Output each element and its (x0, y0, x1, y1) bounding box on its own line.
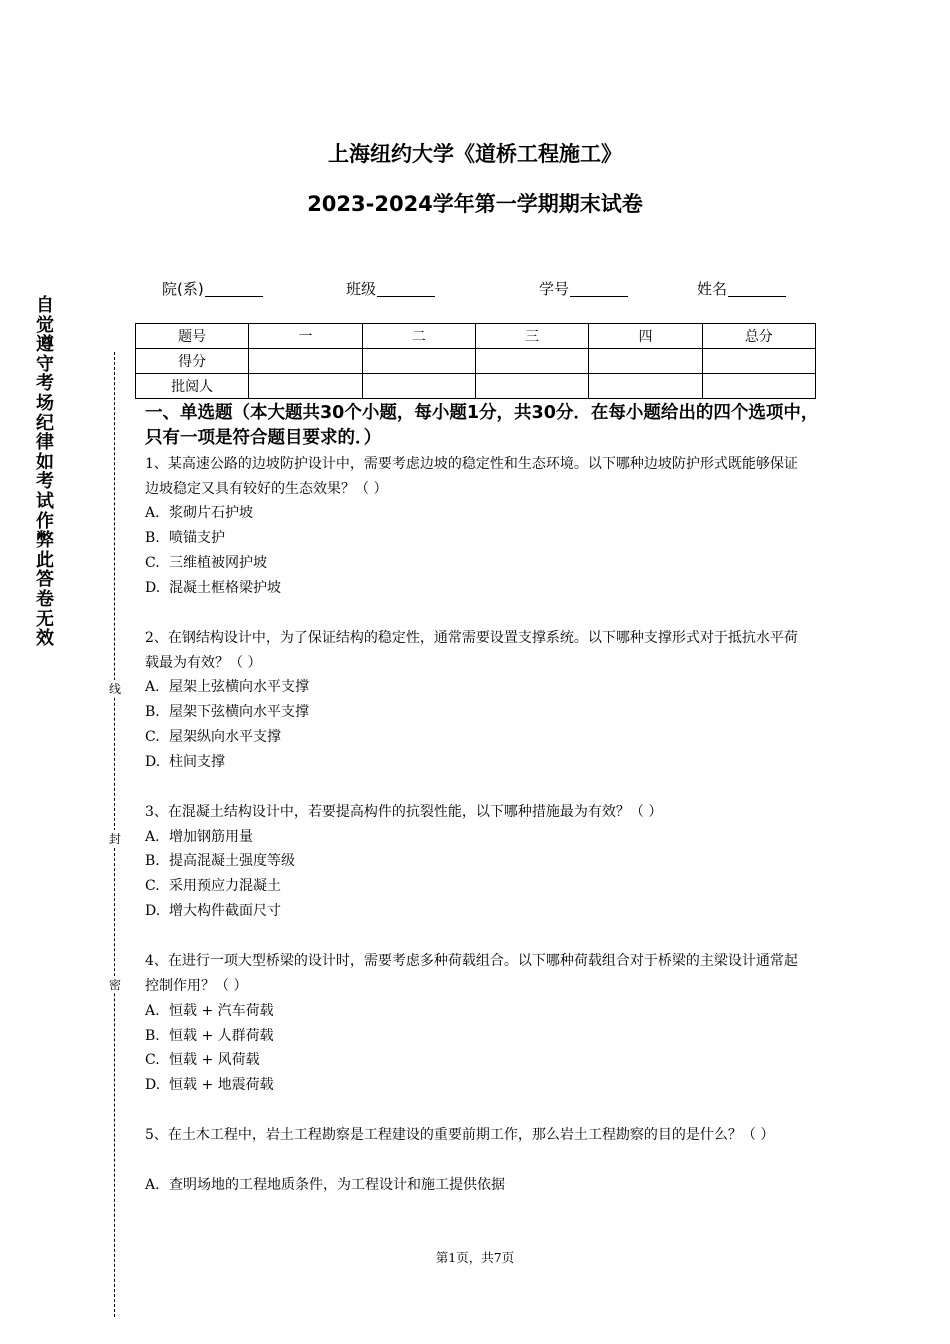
grader-cell[interactable] (362, 374, 475, 399)
option-letter: C. (145, 1052, 160, 1068)
field-label: 姓名 (697, 280, 728, 298)
table-row (136, 324, 816, 349)
option-text: 柱间支撑 (169, 754, 225, 770)
option-item[interactable] (145, 825, 253, 850)
grader-cell[interactable] (702, 374, 815, 399)
fill-blank[interactable] (728, 282, 786, 297)
table-cell: 总分 (702, 324, 815, 349)
option-item[interactable] (145, 501, 253, 526)
option-letter: B. (145, 704, 160, 720)
question-stem: 4、在进行一项大型桥梁的设计时，需要考虑多种荷载组合。以下哪种荷载组合对于桥梁的主梁设计通常起控制作用？（ ） (145, 953, 798, 994)
option-item[interactable] (145, 849, 295, 874)
score-cell[interactable] (589, 349, 702, 374)
option-item[interactable] (145, 725, 281, 750)
option-text: 屋架上弦横向水平支撑 (169, 679, 309, 695)
option-letter: D. (145, 903, 161, 919)
option-text: 恒载 + 人群荷载 (169, 1028, 274, 1044)
table-cell: 二 (362, 324, 475, 349)
option-letter: D. (145, 580, 161, 596)
option-item[interactable] (145, 874, 281, 899)
option-text: 增大构件截面尺寸 (169, 903, 281, 919)
option-text: 三维植被网护坡 (169, 555, 267, 571)
question-stem: 2、在钢结构设计中，为了保证结构的稳定性，通常需要设置支撑系统。以下哪种支撑形式对于抵抗水平荷载最为有效？（ ） (145, 630, 798, 671)
option-item[interactable] (145, 1173, 505, 1198)
option-letter: A. (145, 1003, 160, 1019)
exam-title-line2: 2023-2024学年第一学期期末试卷 (307, 192, 643, 216)
question-stem: 1、某高速公路的边坡防护设计中，需要考虑边坡的稳定性和生态环境。以下哪种边坡防护形式既能够保证边坡稳定又具有较好的生态效果？（ ） (145, 456, 798, 497)
option-letter: A. (145, 829, 160, 845)
exam-title-line1: 上海纽约大学《道桥工程施工》 (328, 142, 622, 166)
section-heading: 一、单选题（本大题共30个小题，每小题1分，共30分．在每小题给出的四个选项中，只有一项是符合题目要求的．） (145, 403, 819, 448)
fill-blank[interactable] (377, 282, 435, 297)
score-cell[interactable] (249, 349, 362, 374)
option-letter: A. (145, 505, 160, 521)
fill-blank[interactable] (205, 282, 263, 297)
option-item[interactable] (145, 1073, 274, 1098)
field-name[interactable] (697, 278, 786, 299)
option-letter: B. (145, 1028, 160, 1044)
table-cell: 三 (475, 324, 588, 349)
field-label: 院(系) (162, 280, 204, 298)
option-text: 喷锚支护 (169, 530, 225, 546)
option-item[interactable] (145, 1048, 260, 1073)
field-label: 班级 (346, 280, 377, 298)
score-cell[interactable] (475, 349, 588, 374)
option-text: 浆砌片石护坡 (169, 505, 253, 521)
grader-cell[interactable] (475, 374, 588, 399)
option-text: 提高混凝土强度等级 (169, 853, 295, 869)
option-item[interactable] (145, 899, 281, 924)
option-item[interactable] (145, 551, 267, 576)
table-cell: 四 (589, 324, 702, 349)
table-cell: 题号 (136, 324, 249, 349)
field-label: 学号 (539, 280, 570, 298)
grader-cell[interactable] (249, 374, 362, 399)
score-table (135, 323, 816, 399)
option-text: 恒载 + 地震荷载 (169, 1077, 274, 1093)
option-item[interactable] (145, 526, 225, 551)
page-number: 第1页，共7页 (435, 1250, 515, 1265)
table-cell: 一 (249, 324, 362, 349)
option-letter: B. (145, 530, 160, 546)
option-text: 恒载 + 风荷载 (169, 1052, 260, 1068)
table-row (136, 374, 816, 399)
fill-blank[interactable] (570, 282, 628, 297)
table-row (136, 349, 816, 374)
seal-char-secret: 密 (108, 978, 121, 992)
option-letter: C. (145, 878, 160, 894)
option-letter: A. (145, 1177, 160, 1193)
field-student-id[interactable] (539, 278, 628, 299)
option-item[interactable] (145, 999, 274, 1024)
option-letter: D. (145, 1077, 161, 1093)
question-stem: 5、在土木工程中，岩土工程勘察是工程建设的重要前期工作，那么岩土工程勘察的目的是什么？（ ） (145, 1127, 775, 1143)
option-text: 增加钢筋用量 (169, 829, 253, 845)
option-text: 屋架纵向水平支撑 (169, 729, 281, 745)
option-letter: C. (145, 729, 160, 745)
option-item[interactable] (145, 700, 309, 725)
option-item[interactable] (145, 1024, 274, 1049)
score-cell[interactable] (702, 349, 815, 374)
field-class[interactable] (346, 278, 435, 299)
option-item[interactable] (145, 576, 281, 601)
option-item[interactable] (145, 675, 309, 700)
table-cell: 得分 (136, 349, 249, 374)
option-text: 恒载 + 汽车荷载 (169, 1003, 274, 1019)
table-cell: 批阅人 (136, 374, 249, 399)
option-text: 屋架下弦横向水平支撑 (169, 704, 309, 720)
option-text: 查明场地的工程地质条件，为工程设计和施工提供依据 (169, 1177, 505, 1193)
option-letter: A. (145, 679, 160, 695)
score-cell[interactable] (362, 349, 475, 374)
field-department[interactable] (162, 278, 263, 299)
exam-discipline-notice: 自觉遵守考场纪律如考试作弊此答卷无效 (36, 295, 54, 650)
grader-cell[interactable] (589, 374, 702, 399)
option-letter: B. (145, 853, 160, 869)
option-text: 混凝土框格梁护坡 (169, 580, 281, 596)
question-stem: 3、在混凝土结构设计中，若要提高构件的抗裂性能，以下哪种措施最为有效？（ ） (145, 804, 663, 820)
seal-char-line: 线 (108, 682, 121, 696)
option-letter: D. (145, 754, 161, 770)
option-letter: C. (145, 555, 160, 571)
seal-char-seal: 封 (108, 832, 121, 846)
option-item[interactable] (145, 750, 225, 775)
option-text: 采用预应力混凝土 (169, 878, 281, 894)
